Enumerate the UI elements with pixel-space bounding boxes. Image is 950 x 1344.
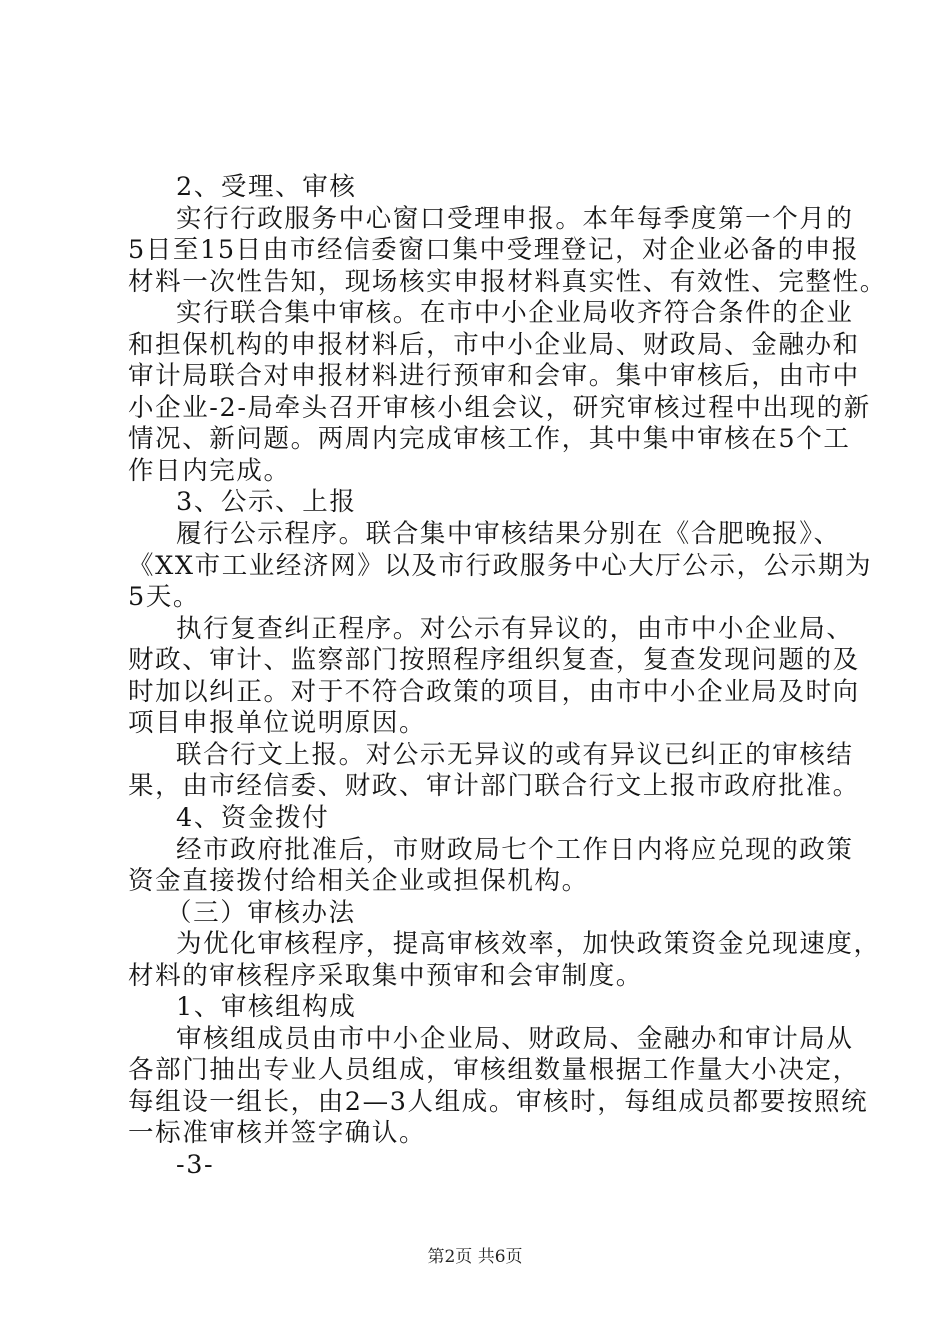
text-line: 各部门抽出专业人员组成，审核组数量根据工作量大小决定，: [128, 1055, 860, 1085]
text-line: 资金直接拨付给相关企业或担保机构。: [128, 866, 589, 896]
text-line: 3、公示、上报: [176, 487, 357, 517]
text-line: 审计局联合对申报材料进行预审和会审。集中审核后，由市中: [128, 361, 860, 391]
text-line: 材料一次性告知，现场核实申报材料真实性、有效性、完整性。: [128, 267, 887, 297]
text-line: 2、受理、审核: [176, 172, 357, 202]
text-line: 作日内完成。: [128, 456, 291, 486]
text-line: 履行公示程序。联合集中审核结果分别在《合肥晚报》、: [176, 519, 841, 549]
text-line: 和担保机构的申报材料后，市中小企业局、财政局、金融办和: [128, 330, 860, 360]
text-line: 实行联合集中审核。在市中小企业局收齐符合条件的企业: [176, 298, 854, 328]
text-line: 果，由市经信委、财政、审计部门联合行文上报市政府批准。: [128, 771, 860, 801]
text-line: 小企业-2-局牵头召开审核小组会议，研究审核过程中出现的新: [128, 393, 871, 423]
text-line: 1、审核组构成: [176, 992, 357, 1022]
text-line: 每组设一组长，由2—3人组成。审核时，每组成员都要按照统: [128, 1087, 869, 1117]
page-marker: -3-: [176, 1150, 215, 1180]
text-line: 联合行文上报。对公示无异议的或有异议已纠正的审核结: [176, 740, 854, 770]
text-line: 时加以纠正。对于不符合政策的项目，由市中小企业局及时向: [128, 677, 860, 707]
text-line: 材料的审核程序采取集中预审和会审制度。: [128, 961, 643, 991]
page-footer: 第2页 共6页: [427, 1247, 523, 1267]
text-line: 财政、审计、监察部门按照程序组织复查，复查发现问题的及: [128, 645, 860, 675]
text-line: （三）审核办法: [166, 898, 356, 928]
text-line: 为优化审核程序，提高审核效率，加快政策资金兑现速度，: [176, 929, 881, 959]
text-line: 审核组成员由市中小企业局、财政局、金融办和审计局从: [176, 1024, 854, 1054]
text-line: 情况、新问题。两周内完成审核工作，其中集中审核在5个工: [128, 424, 851, 454]
text-line: 项目申报单位说明原因。: [128, 708, 427, 738]
text-line: 一标准审核并签字确认。: [128, 1118, 427, 1148]
text-line: 5日至15日由市经信委窗口集中受理登记，对企业必备的申报: [128, 235, 859, 265]
text-line: 执行复查纠正程序。对公示有异议的，由市中小企业局、: [176, 614, 854, 644]
text-line: 《XX市工业经济网》以及市行政服务中心大厅公示，公示期为: [128, 551, 873, 581]
text-line: 实行行政服务中心窗口受理申报。本年每季度第一个月的: [176, 204, 854, 234]
text-line: 4、资金拨付: [176, 803, 330, 833]
text-line: 5天。: [128, 582, 201, 612]
text-line: 经市政府批准后，市财政局七个工作日内将应兑现的政策: [176, 835, 854, 865]
